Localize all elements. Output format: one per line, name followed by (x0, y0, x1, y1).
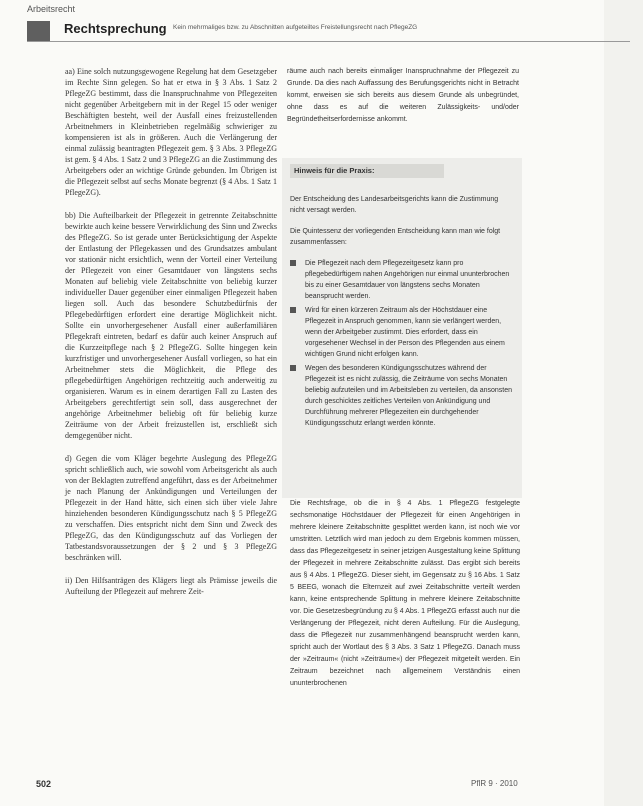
section-label: Arbeitsrecht (27, 4, 76, 14)
square-bullet-icon (290, 307, 296, 313)
hint-bullet (290, 363, 514, 429)
hint-box (282, 158, 522, 498)
header-title: Rechtsprechung (64, 21, 167, 36)
paragraph: bb) Die Aufteilbarkeit der Pflegezeit in getrennte Zeitabschnitte bewirkte auch keine bessere Verwirklichung des Sinn und Zwecks des PflegeZG. So ist gerade unter Berücksichtigung der Aspekte der Entlastung der Pflegekassen und des Grundsatzes ambulant vor stationär nicht ersichtlich, wenn der Vorteil einer Verteilung der Pflegezeit von einer Gesamtdauer von längstens sechs Monaten auf beliebig viele Zeitabschnitte von beliebig kurzer individueller Dauer gegenüber einer einmaligen Pflegezeit haben liegen soll. Auch das besondere Schutzbedürfnis der Pflegebedürftigen erfordert eine derartige Möglichkeit nicht. Sollte ein unvorhergesehener Ausfall einer außerfamiliären Pflegekraft eintreten, bedarf es dafür auch keiner Anspruch auf die Kurzzeitpflege nach § 2 PflegeZG. Sollte hingegen kein kurzfristiger und unvorhergesehener Ausfall vorliegen, so hat ein Arbeitnehmer stets die Möglichkeit, die Pflege des pflegebedürftigen Angehörigen rechtzeitig auch anderweitig zu organisieren. Warum es in einem derartigen Fall zu Lasten des Arbeitgebers gerechtfertigt sein soll, dass ausgerechnet der angehörige Arbeitnehmer beliebig oft für beliebig kurze Zeiträume von der Arbeit freizustellen ist, erschließt sich demgegenüber nicht. (65, 211, 277, 440)
square-bullet-icon (290, 260, 296, 266)
right-column-lower (290, 498, 520, 690)
paragraph: d) Gegen die vom Kläger begehrte Auslegung des PflegeZG spricht schließlich auch, wie sowohl vom Arbeitsgericht als auch von der Beklagten zutreffend angeführt, dass es der Arbeitnehmer je nach Planung der Ankündigungen und Verteilungen der Pflegezeit in der Hand hätte, sich einen sich über viele Jahre hinziehenden besonderen Kündigungsschutz nach § 5 PflegeZG zu verschaffen. Dies entspricht nicht dem Sinn und Zweck des PflegeZG, das den Kündigungsschutz auf das Vorliegen der Tatbestandsvoraussetzungen der § 2 und § 3 PflegeZG beschränken will. (65, 454, 277, 562)
header-subtitle: Kein mehrmaliges bzw. zu Abschnitten aufgeteiltes Freistellungsrecht nach PflegeZG (173, 24, 418, 31)
paragraph: ii) Den Hilfsanträgen des Klägers liegt als Prämisse jeweils die Aufteilung der Pflegezeit auf mehrere Zeit- (65, 576, 277, 596)
bullet-text: Wegen des besonderen Kündigungsschutzes während der Pflegezeit ist es nicht zulässig, die Zeiträume von sechs Monaten beliebig aufzuteilen und im Arbeitsleben zu verteilen, da ansonsten durch geschicktes zeitliches Verteilen von Ankündigung und Durchführung mehrerer Pflegezeiten ein durchgehender Kündigungsschutz erlangt werden könnte. (305, 365, 513, 427)
header-bar (27, 20, 630, 42)
hint-bullet (290, 305, 514, 360)
right-column-top (287, 66, 519, 126)
bullet-text: Die Pflegezeit nach dem Pflegezeitgesetz kann pro pflegebedürftigem nahen Angehörigen nur einmal ununterbrochen bis zu einer Gesamtdauer von längstens sechs Monaten beansprucht werden. (305, 260, 510, 300)
hint-box-content (290, 194, 514, 432)
left-column (65, 66, 277, 609)
hint-intro: Der Entscheidung des Landesarbeitsgerichts kann die Zustimmung nicht versagt werden. (290, 196, 499, 214)
square-bullet-icon (290, 365, 296, 371)
page-number: 502 (36, 779, 52, 789)
hint-lead: Die Quintessenz der vorliegenden Entscheidung kann man wie folgt zusammenfassen: (290, 228, 501, 246)
paragraph: aa) Eine solch nutzungsgewogene Regelung hat dem Gesetzgeber im Rechte Sinn gelegen. So hat er etwa in § 3 Abs. 1 Satz 2 PflegeZG bestimmt, dass die Inanspruchnahme von Pflegezeiten nicht gegenüber Arbeitgebern mit in der Regel 15 oder weniger Beschäftigten besteht, weil der Ausfall eines freizustellenden Arbeitnehmers in Kleinbetrieben regelmäßig schwieriger zu kompensieren ist als in größeren. Auch die Verlängerung der einmal zulässig beantragten Pflegezeit gem. § 3 Abs. 3 PflegeZG ist gem. § 4 Abs. 1 Satz 2 und 3 PflegeZG an die Zustimmung des Arbeitgebers oder an wichtige Gründe gebunden. Im Übrigen ist die Pflegezeit selbst auf sechs Monate begrenzt (§ 4 Abs. 1 Satz 1 PflegeZG). (65, 67, 277, 197)
header-block (27, 21, 50, 41)
journal-label: PflR 9 · 2010 (471, 779, 518, 788)
paragraph: Die Rechtsfrage, ob die in § 4 Abs. 1 PflegeZG festgelegte sechsmonatige Höchstdauer der Pflegezeit für einen Angehörigen in mehrere kleinere Zeitabschnitte gesplittet werden kann, ist noch wie vor umstritten. Letztlich wird man jedoch zu dem Ergebnis kommen müssen, dass das Pflegezeitgesetz in seiner jetzigen Ausgestaltung keine Splittung der Pflegezeit in mehrere Zeitabschnitte zulässt. Das ergibt sich bereits aus § 4 Abs. 1 PflegeZG. Dieser sieht, im Gegensatz zu § 16 Abs. 1 Satz 5 BEEG, wonach die Elternzeit auf zwei Zeitabschnitte verteilt werden kann, keine entsprechende Splittung in mehrere kleinere Zeitabschnitte vor. Die Gesetzesbegründung zu § 4 Abs. 1 PflegeZG erfasst auch nur die Verlängerung der Pflegezeit, nicht deren Aufteilung. Für die Auslegung, dass die Pflegezeit nur zusammenhängend beansprucht werden kann, spricht auch der Wortlaut des § 3 Abs. 3 Satz 1 PflegeZG. Danach muss der »Zeitraum« (nicht »Zeiträume«) der Pflegezeit mitgeteilt werden. Ein Zeitraum bezeichnet nach allgemeinem Verständnis einen ununterbrochenen (290, 500, 520, 687)
page-gutter (604, 0, 643, 806)
hint-bullet (290, 258, 514, 302)
paragraph: räume auch nach bereits einmaliger Inanspruchnahme der Pflegezeit zu Grunde. Da dies nach Auffassung des Berufungsgerichts nicht in Betracht kommt, erweisen sie sich bereits aus diesem Grunde als unbegründet, ohne dass es auf die weiteren Zulässigkeits- und/oder Begründetheitserfordernisse ankommt. (287, 68, 519, 123)
hint-box-title: Hinweis für die Praxis: (290, 164, 444, 178)
header-rule (27, 41, 630, 42)
bullet-text: Wird für einen kürzeren Zeitraum als der Höchstdauer eine Pflegezeit in Anspruch genommen, kann sie verlängert werden, wenn der Arbeitgeber zustimmt. Dies erfordert, dass ein vorgesehener Wechsel in der Person des Pflegenden aus einem wichtigen Grund nicht erfolgen kann. (305, 307, 505, 358)
